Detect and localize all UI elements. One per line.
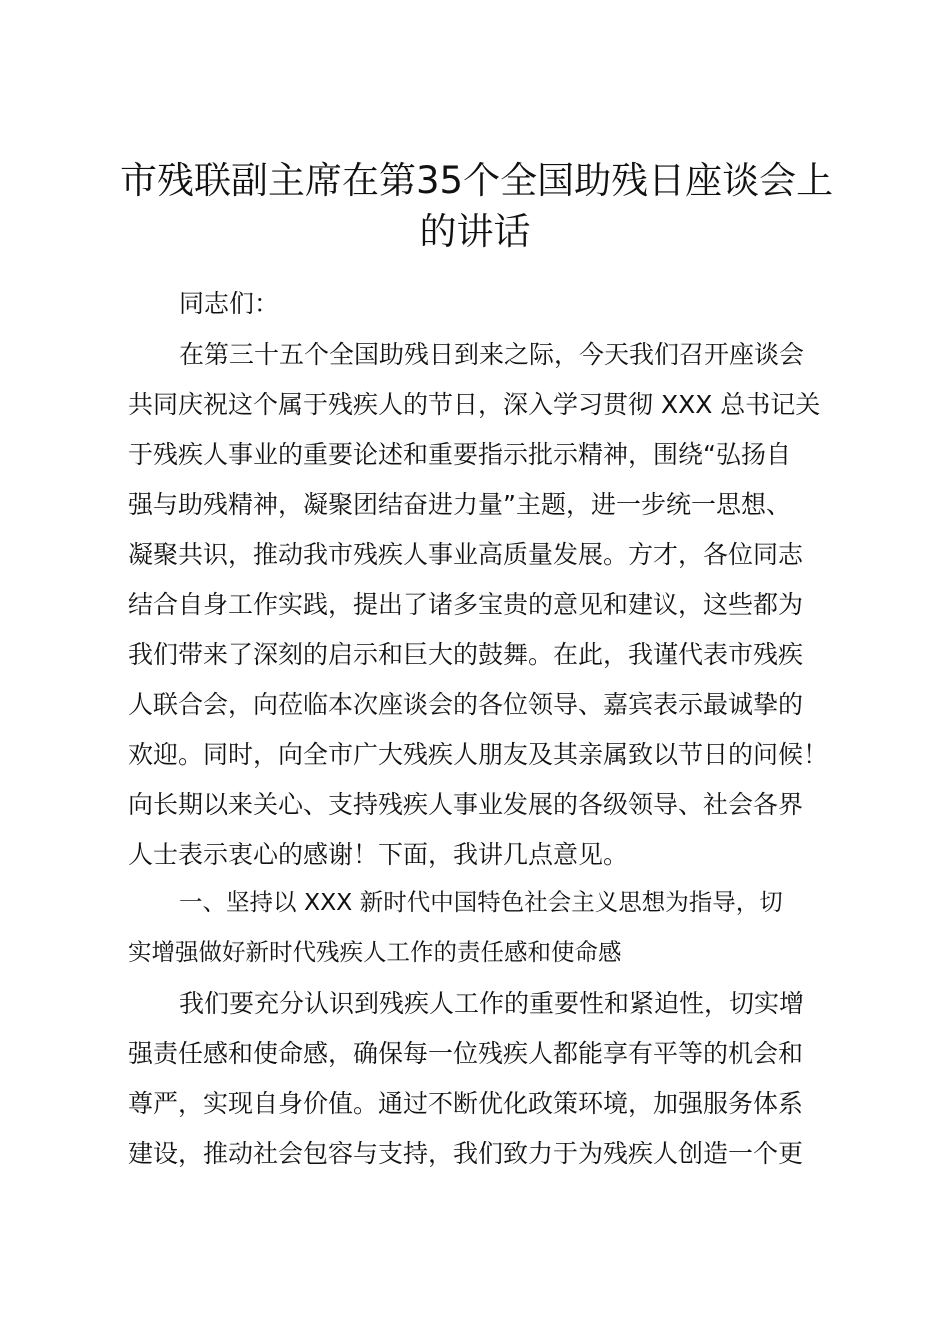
section-heading-line: 实增强做好新时代残疾人工作的责任感和使命感 (128, 938, 622, 966)
document-title-line-1: 市残联副主席在第35个全国助残日座谈会上 (120, 159, 834, 202)
paragraph-1-line: 结合自身工作实践，提出了诸多宝贵的意见和建议，这些都为 (128, 590, 804, 619)
paragraph-1-line: 人士表示衷心的感谢！下面，我讲几点意见。 (128, 840, 629, 869)
paragraph-2-line: 建设，推动社会包容与支持，我们致力于为残疾人创造一个更 (128, 1139, 804, 1168)
paragraph-1-line: 我们带来了深刻的启示和巨大的鼓舞。在此，我谨代表市残疾 (128, 640, 804, 669)
paragraph-1-line: 强与助残精神，凝聚团结奋进力量”主题，进一步统一思想、 (128, 490, 791, 519)
section-heading-line: 一、坚持以 XXX 新时代中国特色社会主义思想为指导，切 (179, 888, 783, 916)
paragraph-1-line: 人联合会，向莅临本次座谈会的各位领导、嘉宾表示最诚挚的 (128, 690, 804, 719)
paragraph-2-line: 强责任感和使命感，确保每一位残疾人都能享有平等的机会和 (128, 1039, 804, 1068)
paragraph-1-line: 于残疾人事业的重要论述和重要指示批示精神，围绕“弘扬自 (128, 440, 791, 469)
paragraph-1-line: 凝聚共识，推动我市残疾人事业高质量发展。方才，各位同志 (128, 540, 804, 569)
paragraph-1-line: 向长期以来关心、支持残疾人事业发展的各级领导、社会各界 (128, 790, 804, 819)
paragraph-1-line: 共同庆祝这个属于残疾人的节日，深入学习贯彻 XXX 总书记关 (128, 390, 821, 419)
document-title-line-2: 的讲话 (419, 210, 531, 253)
paragraph-2-line: 我们要充分认识到残疾人工作的重要性和紧迫性，切实增 (179, 989, 805, 1018)
paragraph-1-line: 在第三十五个全国助残日到来之际，今天我们召开座谈会 (179, 340, 805, 369)
paragraph-1-line: 欢迎。同时，向全市广大残疾人朋友及其亲属致以节日的问候！ (128, 740, 829, 769)
salutation: 同志们： (179, 289, 280, 318)
paragraph-2-line: 尊严，实现自身价值。通过不断优化政策环境，加强服务体系 (128, 1089, 804, 1118)
